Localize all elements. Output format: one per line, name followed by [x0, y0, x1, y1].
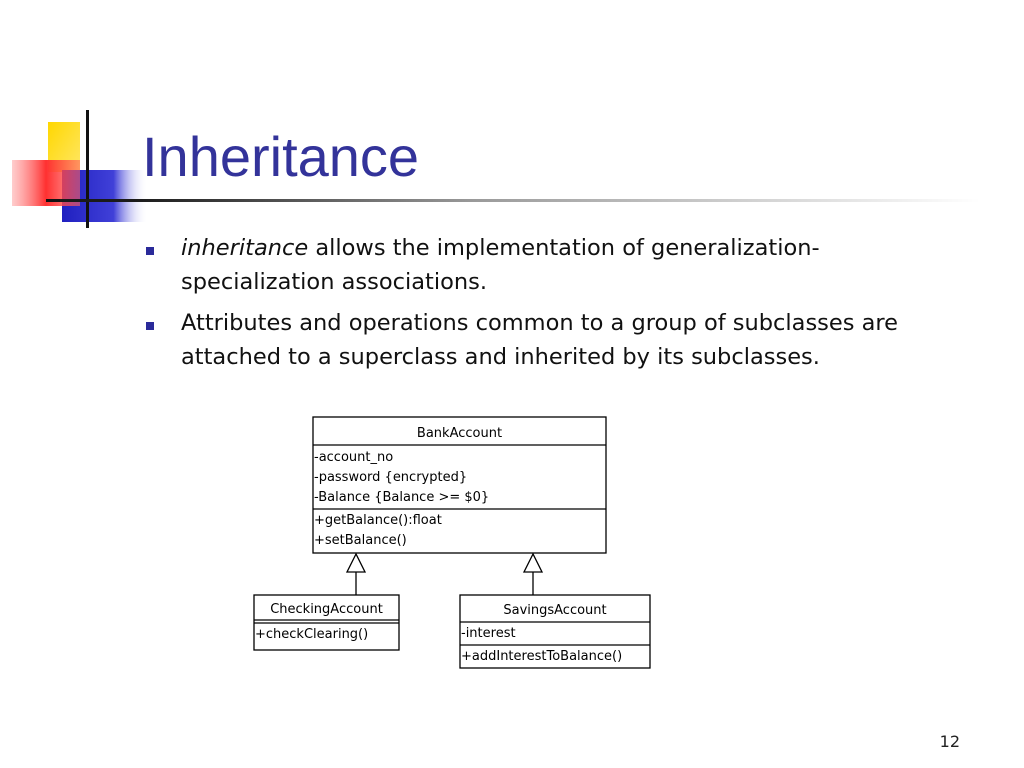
bankaccount-attribute: -password {encrypted} — [314, 470, 468, 485]
slide-title: Inheritance — [142, 125, 420, 188]
bankaccount-operation: +getBalance():float — [314, 513, 442, 528]
bankaccount-attribute: -Balance {Balance >= $0} — [314, 490, 490, 505]
savingsaccount-operation: +addInterestToBalance() — [461, 649, 623, 664]
bullet-emphasis: inheritance — [181, 235, 309, 261]
checkingaccount-operation: +checkClearing() — [255, 627, 369, 642]
bullet-text: allows the implementation of generalization-specialization associations. — [181, 235, 820, 295]
bankaccount-class-name: BankAccount — [416, 426, 503, 441]
generalization-arrowhead-checking — [347, 554, 365, 572]
bullet-text: Attributes and operations common to a group of subclasses are attached to a superclass and inherited by its subclasses. — [181, 310, 899, 370]
slide-number: 12 — [939, 732, 960, 751]
checkingaccount-class-name: CheckingAccount — [270, 602, 383, 617]
bankaccount-operation: +setBalance() — [314, 533, 407, 548]
generalization-arrowhead-savings — [524, 554, 542, 572]
savingsaccount-class-name: SavingsAccount — [503, 603, 607, 618]
savingsaccount-attribute: -interest — [461, 626, 516, 641]
bankaccount-attribute: -account_no — [314, 450, 394, 465]
